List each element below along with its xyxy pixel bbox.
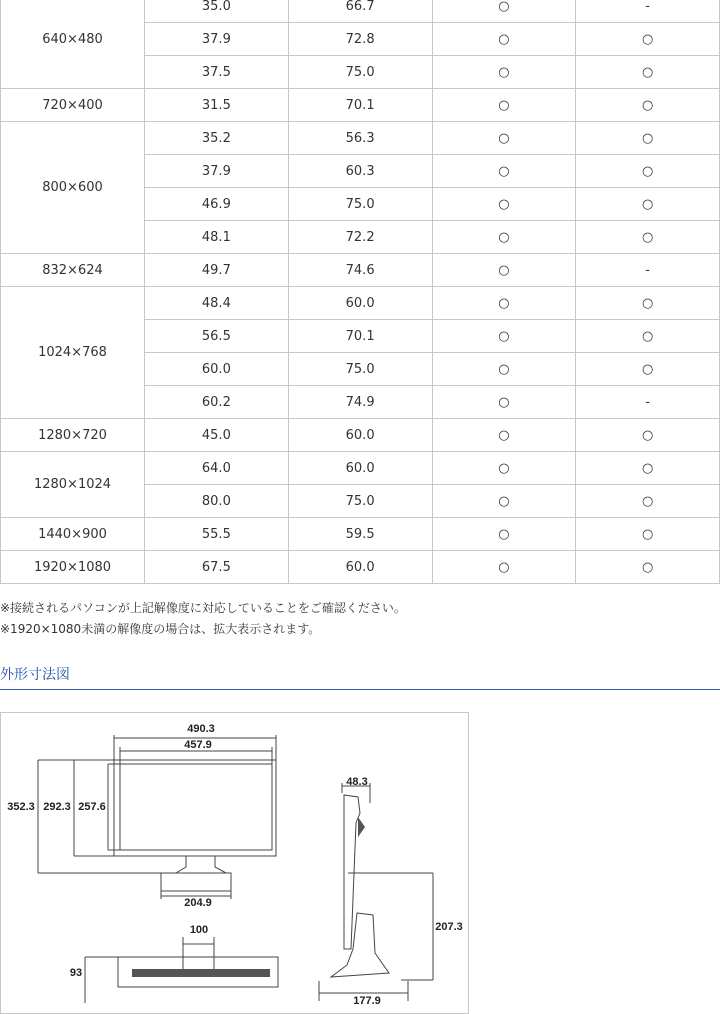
digital-support-cell: -: [576, 254, 720, 287]
analog-support-cell: ○: [432, 155, 576, 188]
section-divider: [0, 689, 720, 690]
analog-support-cell: ○: [432, 452, 576, 485]
resolution-cell: 720×400: [1, 89, 145, 122]
resolution-cell: 1280×1024: [1, 452, 145, 518]
side-button: [358, 817, 365, 837]
v-freq-cell: 72.2: [288, 221, 432, 254]
digital-support-cell: ○: [576, 287, 720, 320]
h-freq-cell: 37.9: [145, 23, 289, 56]
table-row: [1, 0, 720, 23]
v-freq-cell: 74.9: [288, 386, 432, 419]
monitor-front-outline: [114, 760, 276, 856]
resolution-cell: 800×600: [1, 122, 145, 254]
analog-support-cell: ○: [432, 254, 576, 287]
v-freq-cell: 70.1: [288, 89, 432, 122]
h-freq-cell: 80.0: [145, 485, 289, 518]
dim-depth-panel: 48.3: [346, 776, 368, 788]
h-freq-cell: 60.0: [145, 353, 289, 386]
digital-support-cell: ○: [576, 485, 720, 518]
monitor-side-outline: [344, 795, 360, 949]
analog-support-cell: ○: [432, 419, 576, 452]
digital-support-cell: ○: [576, 221, 720, 254]
h-freq-cell: 64.0: [145, 452, 289, 485]
table-row: [1, 452, 720, 485]
h-freq-cell: 35.0: [145, 0, 289, 23]
dim-depth-base: 177.9: [353, 995, 381, 1007]
digital-support-cell: ○: [576, 551, 720, 584]
analog-support-cell: ○: [432, 353, 576, 386]
digital-support-cell: ○: [576, 122, 720, 155]
digital-support-cell: ○: [576, 353, 720, 386]
digital-support-cell: ○: [576, 419, 720, 452]
h-freq-cell: 55.5: [145, 518, 289, 551]
v-freq-cell: 60.0: [288, 452, 432, 485]
v-freq-cell: 70.1: [288, 320, 432, 353]
table-row: [1, 518, 720, 551]
digital-support-cell: ○: [576, 89, 720, 122]
analog-support-cell: ○: [432, 56, 576, 89]
digital-support-cell: -: [576, 386, 720, 419]
analog-support-cell: ○: [432, 221, 576, 254]
dim-width-total: 490.3: [187, 723, 215, 735]
h-freq-cell: 49.7: [145, 254, 289, 287]
dim-bottom-height: 93: [69, 967, 83, 979]
dim-height-total: 352.3: [7, 801, 35, 813]
h-freq-cell: 56.5: [145, 320, 289, 353]
h-freq-cell: 48.1: [145, 221, 289, 254]
v-freq-cell: 66.7: [288, 0, 432, 23]
digital-support-cell: -: [576, 0, 720, 23]
dim-stand-width: 204.9: [184, 897, 212, 909]
digital-support-cell: ○: [576, 23, 720, 56]
h-freq-cell: 35.2: [145, 122, 289, 155]
h-freq-cell: 45.0: [145, 419, 289, 452]
resolution-cell: 832×624: [1, 254, 145, 287]
digital-support-cell: ○: [576, 452, 720, 485]
v-freq-cell: 72.8: [288, 23, 432, 56]
analog-support-cell: ○: [432, 386, 576, 419]
resolution-cell: 1920×1080: [1, 551, 145, 584]
table-row: [1, 254, 720, 287]
table-row: [1, 89, 720, 122]
resolution-cell: 1024×768: [1, 287, 145, 419]
monitor-screen: [120, 764, 272, 850]
dim-height-screen: 257.6: [78, 801, 106, 813]
h-freq-cell: 37.5: [145, 56, 289, 89]
note-line: ※接続されるパソコンが上記解像度に対応していることをご確認ください。: [0, 601, 406, 615]
stand-base-front: [161, 873, 231, 891]
table-row: [1, 551, 720, 584]
analog-support-cell: ○: [432, 518, 576, 551]
vent-grille: [132, 969, 270, 977]
h-freq-cell: 37.9: [145, 155, 289, 188]
dimension-diagram: [0, 712, 469, 1014]
h-freq-cell: 67.5: [145, 551, 289, 584]
analog-support-cell: ○: [432, 23, 576, 56]
analog-support-cell: ○: [432, 122, 576, 155]
resolution-cell: 640×480: [1, 0, 145, 89]
notes: [0, 598, 406, 640]
resolution-cell: 1440×900: [1, 518, 145, 551]
dim-height-panel: 292.3: [43, 801, 71, 813]
h-freq-cell: 60.2: [145, 386, 289, 419]
analog-support-cell: ○: [432, 485, 576, 518]
note-line: ※1920×1080未満の解像度の場合は、拡大表示されます。: [0, 622, 321, 636]
v-freq-cell: 75.0: [288, 56, 432, 89]
analog-support-cell: ○: [432, 89, 576, 122]
v-freq-cell: 56.3: [288, 122, 432, 155]
analog-support-cell: ○: [432, 287, 576, 320]
stand-side: [331, 913, 389, 977]
digital-support-cell: ○: [576, 56, 720, 89]
dim-width-screen: 457.9: [184, 739, 212, 751]
v-freq-cell: 60.0: [288, 551, 432, 584]
analog-support-cell: ○: [432, 320, 576, 353]
v-freq-cell: 75.0: [288, 188, 432, 221]
h-freq-cell: 31.5: [145, 89, 289, 122]
table-row: [1, 419, 720, 452]
table-row: [1, 287, 720, 320]
analog-support-cell: ○: [432, 551, 576, 584]
digital-support-cell: ○: [576, 320, 720, 353]
v-freq-cell: 75.0: [288, 353, 432, 386]
v-freq-cell: 60.0: [288, 287, 432, 320]
h-freq-cell: 48.4: [145, 287, 289, 320]
v-freq-cell: 74.6: [288, 254, 432, 287]
table-row: [1, 122, 720, 155]
section-title: 外形寸法図: [0, 667, 70, 683]
dim-stand-height: 207.3: [435, 921, 463, 933]
stand-neck: [176, 856, 226, 873]
v-freq-cell: 75.0: [288, 485, 432, 518]
resolution-cell: 1280×720: [1, 419, 145, 452]
digital-support-cell: ○: [576, 518, 720, 551]
analog-support-cell: ○: [432, 188, 576, 221]
h-freq-cell: 46.9: [145, 188, 289, 221]
v-freq-cell: 60.3: [288, 155, 432, 188]
analog-support-cell: ○: [432, 0, 576, 23]
v-freq-cell: 60.0: [288, 419, 432, 452]
digital-support-cell: ○: [576, 155, 720, 188]
v-freq-cell: 59.5: [288, 518, 432, 551]
digital-support-cell: ○: [576, 188, 720, 221]
dim-vesa-spacing: 100: [189, 924, 209, 936]
